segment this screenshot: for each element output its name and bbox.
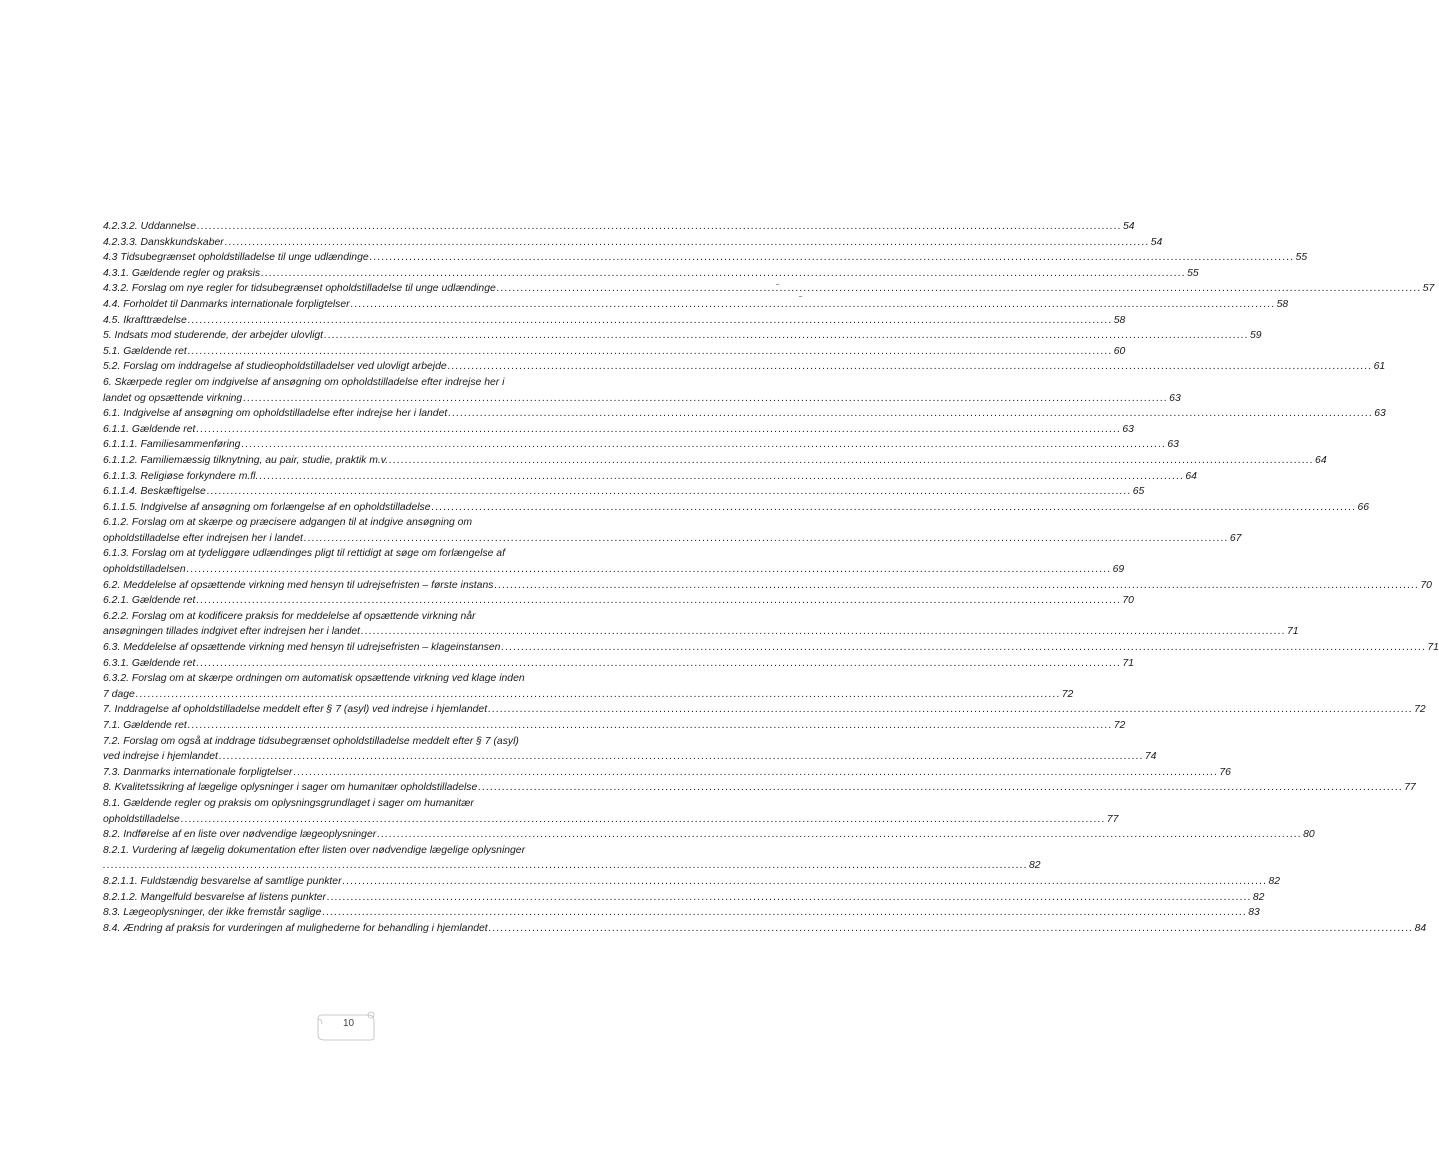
toc-entry (103, 422, 1134, 438)
toc-dot-leader (259, 469, 1184, 485)
toc-entry-page: 82 (1028, 860, 1041, 872)
toc-entry-title: 6.3.1. Gældende ret (103, 657, 196, 669)
toc-entry-title: 8. Kvalitetssikring af lægelige oplysninger i sager om humanitær opholdstilladelse (103, 782, 478, 794)
toc-dot-leader (488, 702, 1413, 718)
toc-entry-page: 55 (1187, 267, 1199, 279)
toc-entry-page: 63 (1169, 392, 1181, 404)
toc-entry (103, 219, 1135, 235)
toc-entry (103, 250, 1308, 266)
toc-entry-title: 4.2.3.3. Danskkundskaber (103, 236, 224, 248)
toc-entry (103, 718, 1126, 734)
toc-dot-leader (432, 500, 1357, 516)
toc-dot-leader (351, 297, 1276, 313)
toc-entry-page: 70 (1122, 595, 1134, 607)
toc-dot-leader (497, 281, 1422, 297)
toc-entry-title: 6.2.1. Gældende ret (103, 595, 196, 607)
toc-entry-continued (103, 375, 596, 391)
toc-entry (103, 484, 1145, 500)
toc-entry-page: 63 (1167, 439, 1179, 451)
toc-entry-page: 77 (1404, 782, 1416, 794)
toc-entry (103, 453, 1327, 469)
toc-entry-page: 80 (1303, 829, 1315, 841)
toc-entry-page: 84 (1414, 922, 1427, 934)
scan-speck (799, 296, 802, 297)
toc-entry-title: 6. Skærpede regler om indgivelse af ansøgning om opholdstilladelse efter indrejse her i (103, 376, 505, 388)
toc-entry (103, 297, 1289, 313)
toc-entry-continued (103, 671, 596, 687)
toc-entry-continued (103, 734, 596, 750)
toc-entry-title: 6.1.1.3. Religiøse forkyndere m.fl. (103, 470, 259, 482)
toc-entry-page: 63 (1374, 408, 1386, 420)
toc-entry-continued (103, 796, 596, 812)
toc-entry-title: opholdstilladelse efter indrejsen her i landet (103, 532, 303, 544)
toc-entry-title: 7.2. Forslag om også at inddrage tidsubegrænset opholdstilladelse meddelt efter § 7 (asyl) (103, 735, 519, 747)
toc-entry-title: 4.2.3.2. Uddannelse (103, 221, 197, 232)
toc-entry-title: 6.1. Indgivelse af ansøgning om opholdstilladelse efter indrejse her i landet (103, 408, 448, 420)
toc-entry-title: 4.3.2. Forslag om nye regler for tidsubegrænset opholdstilladelse til unge udlændinge (103, 283, 496, 295)
toc-entry (103, 235, 1163, 251)
toc-entry-page: 64 (1185, 470, 1197, 482)
toc-entry (103, 624, 1299, 640)
toc-entry-title: 8.1. Gældende regler og praksis om oplysningsgrundlaget i sager om humanitær (103, 797, 474, 809)
toc-entry-title: 4.4. Forholdet til Danmarks internationale forpligtelser (103, 298, 350, 310)
toc-dot-leader (181, 812, 1106, 828)
toc-entry (103, 344, 1126, 360)
toc-entry (103, 702, 1426, 718)
toc-dot-leader (494, 578, 1419, 594)
toc-entry-title: ansøgningen tillades indgivet efter indrejsen her i landet (103, 626, 361, 638)
toc-entry-title: 6.1.2. Forslag om at skærpe og præcisere adgangen til at indgive ansøgning om (103, 517, 473, 529)
toc-entry (103, 858, 1041, 874)
toc-entry-page: 63 (1122, 423, 1134, 435)
toc-entry-title: 4.3.1. Gældende regler og praksis (103, 267, 261, 279)
toc-entry-title: 6.1.1.5. Indgivelse af ansøgning om forlængelse af en opholdstilladelse (103, 501, 431, 513)
toc-dot-leader (501, 640, 1426, 656)
toc-entry-page: 83 (1248, 907, 1260, 919)
toc-entry-page: 74 (1144, 751, 1157, 763)
toc-entry (103, 905, 1260, 921)
toc-entry-title: 6.1.1.2. Familiemæssig tilknytning, au pair, studie, praktik m.v. (103, 454, 389, 466)
toc-dot-leader (478, 780, 1403, 796)
toc-dot-leader (448, 359, 1373, 375)
toc-entry (103, 313, 1126, 329)
toc-entry (103, 391, 1181, 407)
toc-dot-leader (324, 328, 1249, 344)
toc-entry-page: 57 (1422, 283, 1435, 295)
toc-entry-continued (103, 609, 596, 625)
toc-entry-title: 6.1.1.1. Familiesammenføring (103, 439, 241, 451)
toc-entry-page: 60 (1113, 345, 1126, 357)
toc-entry-page: 54 (1150, 236, 1163, 248)
toc-entry-page: 82 (1268, 875, 1281, 887)
toc-entry-page: 59 (1250, 330, 1262, 342)
toc-entry-title: 6.2. Meddelelse af opsættende virkning med hensyn til udrejsefristen – første instans (103, 579, 494, 591)
toc-entry (103, 437, 1179, 453)
toc-entry (103, 562, 1125, 578)
toc-entry-title: landet og opsættende virkning (103, 392, 243, 404)
toc-entry-title: 4.5. Ikrafttrædelse (103, 314, 187, 326)
toc-entry-page: 58 (1113, 314, 1126, 326)
toc-entry-page: 67 (1229, 532, 1242, 544)
toc-entry-title: 5.1. Gældende ret (103, 345, 187, 357)
toc-dot-leader (377, 827, 1302, 843)
toc-dot-leader (322, 905, 1247, 921)
toc-entry (103, 593, 1134, 609)
toc-entry-title: 8.2.1.2. Mangelfuld besvarelse af listens punkter (103, 891, 326, 903)
toc-dot-leader (225, 235, 1150, 251)
toc-entry (103, 687, 1074, 703)
toc-dot-leader (448, 406, 1373, 422)
page-number: 10 (343, 1018, 355, 1029)
toc-entry-continued (103, 546, 596, 562)
toc-dot-leader (304, 531, 1229, 547)
table-of-contents (103, 219, 1439, 936)
toc-entry-title: 5. Indsats mod studerende, der arbejder ulovligt (103, 330, 324, 342)
toc-entry-title: opholdstilladelse (103, 813, 180, 825)
toc-entry-page: 69 (1112, 564, 1125, 576)
toc-entry (103, 890, 1265, 906)
toc-dot-leader (370, 250, 1295, 266)
toc-entry-page: 82 (1252, 891, 1265, 903)
toc-entry-title: opholdstilladelsen (103, 564, 186, 576)
toc-dot-leader (207, 484, 1132, 500)
toc-dot-leader (219, 749, 1144, 765)
toc-entry-title: 7.1. Gældende ret (103, 720, 187, 731)
toc-entry-page: 76 (1219, 766, 1231, 778)
toc-entry-title: 6.3.2. Forslag om at skærpe ordningen om automatisk opsættende virkning ved klage inden (103, 673, 525, 685)
toc-dot-leader (196, 656, 1121, 672)
toc-dot-leader (136, 687, 1061, 703)
toc-entry (103, 874, 1281, 890)
toc-entry-page: 58 (1276, 298, 1289, 310)
toc-entry (103, 827, 1315, 843)
toc-entry-title: ved indrejse i hjemlandet (103, 751, 218, 763)
toc-entry (103, 531, 1242, 547)
toc-dot-leader (389, 453, 1314, 469)
toc-entry-title: 6.1.1. Gældende ret (103, 423, 196, 435)
toc-entry-continued (103, 515, 596, 531)
page-number-box (316, 1012, 378, 1042)
toc-entry (103, 406, 1386, 422)
toc-dot-leader (187, 562, 1112, 578)
toc-entry (103, 469, 1197, 485)
toc-entry-page: 72 (1061, 688, 1074, 700)
toc-dot-leader (241, 437, 1166, 453)
toc-dot-leader (188, 344, 1113, 360)
toc-dot-leader (197, 219, 1122, 235)
toc-dot-leader (343, 874, 1268, 890)
toc-entry-page: 66 (1357, 501, 1370, 513)
toc-entry-page: 72 (1113, 720, 1126, 731)
toc-entry (103, 921, 1427, 937)
toc-dot-leader (188, 718, 1113, 734)
toc-entry-title: 7 dage (103, 688, 135, 700)
toc-dot-leader (196, 422, 1121, 438)
toc-dot-leader (103, 858, 1028, 874)
scan-speck (776, 284, 779, 285)
toc-dot-leader (327, 890, 1252, 906)
toc-entry-title: 8.2. Indførelse af en liste over nødvendige lægeoplysninger (103, 829, 377, 841)
toc-entry (103, 281, 1435, 297)
toc-entry-title: 8.3. Lægeoplysninger, der ikke fremstår saglige (103, 907, 322, 919)
toc-dot-leader (489, 921, 1414, 937)
toc-entry-page: 71 (1122, 657, 1134, 669)
toc-entry (103, 640, 1439, 656)
toc-entry-page: 64 (1315, 454, 1327, 466)
toc-entry-page: 71 (1427, 642, 1439, 654)
toc-dot-leader (196, 593, 1121, 609)
toc-entry-title: 8.2.1. Vurdering af lægelig dokumentation efter listen over nødvendige lægelige oplysninger (103, 844, 526, 856)
toc-dot-leader (261, 266, 1186, 282)
toc-entry-title: 4.3 Tidsubegrænset opholdstilladelse til unge udlændinge (103, 252, 369, 264)
toc-entry (103, 780, 1416, 796)
toc-entry-page: 71 (1287, 626, 1299, 638)
toc-entry-continued (103, 843, 596, 859)
toc-entry-title: 6.2.2. Forslag om at kodificere praksis for meddelelse af opsættende virkning når (103, 610, 476, 622)
toc-entry (103, 266, 1199, 282)
toc-dot-leader (188, 313, 1113, 329)
toc-entry-page: 72 (1414, 704, 1426, 716)
toc-entry-page: 65 (1132, 486, 1145, 498)
toc-entry-page: 61 (1373, 361, 1386, 373)
toc-entry (103, 812, 1119, 828)
toc-entry-page: 54 (1122, 221, 1135, 232)
toc-entry (103, 749, 1157, 765)
toc-entry-page: 55 (1295, 252, 1308, 264)
toc-dot-leader (243, 391, 1168, 407)
toc-entry-title: 5.2. Forslag om inddragelse af studieopholdstilladelser ved ulovligt arbejde (103, 361, 447, 373)
toc-entry-page: 77 (1106, 813, 1119, 825)
toc-entry-title: 6.1.1.4. Beskæftigelse (103, 486, 206, 498)
toc-entry (103, 578, 1432, 594)
toc-entry-title: 7. Inddragelse af opholdstilladelse meddelt efter § 7 (asyl) ved indrejse i hjemlandet (103, 704, 488, 716)
toc-entry-page: 70 (1420, 579, 1432, 591)
toc-entry (103, 359, 1386, 375)
toc-entry-title: 6.1.3. Forslag om at tydeliggøre udlændinges pligt til rettidigt at søge om forlængelse af (103, 548, 505, 560)
toc-entry (103, 500, 1370, 516)
toc-dot-leader (361, 624, 1286, 640)
toc-entry (103, 765, 1231, 781)
toc-entry (103, 328, 1262, 344)
toc-entry (103, 656, 1134, 672)
toc-dot-leader (293, 765, 1218, 781)
toc-entry-title: 6.3. Meddelelse af opsættende virkning med hensyn til udrejsefristen – klageinstansen (103, 642, 501, 654)
toc-entry-title: 7.3. Danmarks internationale forpligtelser (103, 766, 293, 778)
toc-entry-title: 8.2.1.1. Fuldstændig besvarelse af samtlige punkter (103, 875, 342, 887)
toc-entry-title: 8.4. Ændring af praksis for vurderingen af mulighederne for behandling i hjemlandet (103, 922, 488, 934)
